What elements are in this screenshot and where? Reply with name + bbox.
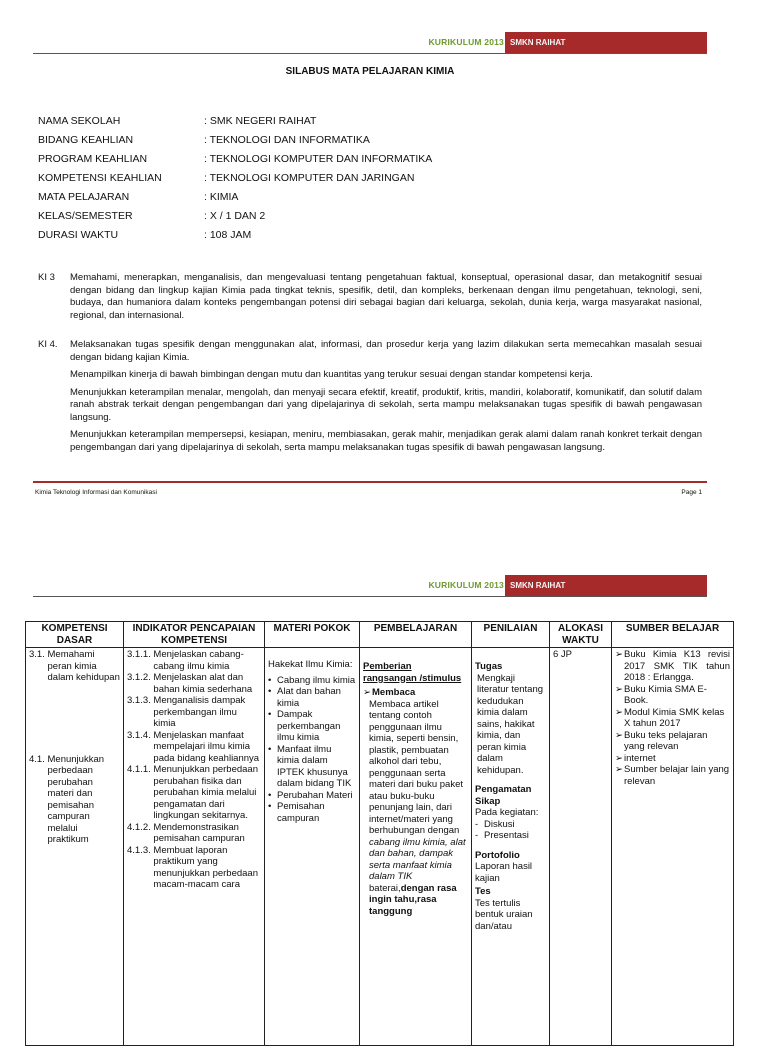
- ki3-code: KI 3: [38, 272, 55, 283]
- indikator-item: 4.1.2. Mendemonstrasikan pemisahan campuran: [127, 821, 245, 844]
- arrow-bullet-icon: ➢: [615, 729, 623, 741]
- school-info: [38, 115, 432, 248]
- info-row: BIDANG KEAHLIAN : TEKNOLOGI DAN INFORMATIKA: [38, 134, 370, 146]
- materi-item: • Perubahan Materi: [268, 789, 353, 801]
- footer-text: Kimia Teknologi Informasi dan Komunikasi: [35, 489, 157, 496]
- bullet-icon: •: [268, 789, 272, 801]
- col-alokasi: ALOKASI WAKTU: [550, 622, 612, 648]
- kurikulum-label: KURIKULUM 2013: [428, 37, 504, 47]
- pembelajaran-sub: ➢ Membaca: [363, 687, 416, 698]
- sumber-item: ➢ Buku Kimia K13 revisi 2017 SMK TIK tahun 2018 : Erlangga.: [615, 649, 730, 683]
- arrow-bullet-icon: ➢: [615, 649, 623, 660]
- arrow-bullet-icon: ➢: [615, 683, 623, 695]
- indikator-item: 4.1.1. Menunjukkan perbedaan perubahan fisika dan perubahan kimia melalui pengamatan dari lingkungan sekitarnya.: [127, 764, 259, 821]
- bullet-icon: •: [268, 743, 272, 755]
- col-pembelajaran: PEMBELAJARAN: [360, 622, 472, 648]
- info-row: KELAS/SEMESTER : X / 1 DAN 2: [38, 210, 266, 222]
- sikap-item: - Presentasi: [475, 830, 529, 841]
- syllabus-table: [25, 621, 734, 1046]
- materi-item: • Pemisahan campuran: [268, 801, 325, 824]
- tes-text: Tes tertulis bentuk uraian dan/atau: [475, 897, 533, 932]
- kd-item: 4.1. Menunjukkan perbedaan perubahan materi dan pemisahan campuran melalui praktikum: [29, 753, 105, 845]
- sumber-item: ➢ Buku Kimia SMA E-Book.: [615, 683, 707, 706]
- arrow-bullet-icon: ➢: [615, 706, 623, 718]
- school-tag: SMKN RAIHAT: [505, 575, 707, 596]
- table-row: [26, 648, 734, 1046]
- indikator-item: 3.1.4. Menjelaskan manfaat mempelajari ilmu kimia pada bidang keahliannya: [127, 729, 260, 764]
- kurikulum-label: KURIKULUM 2013: [428, 580, 504, 590]
- col-indikator: INDIKATOR PENCAPAIAN KOMPETENSI: [124, 622, 265, 648]
- materi-item: • Manfaat ilmu kimia dalam IPTEK khusunya dalam bidang TIK: [268, 743, 352, 789]
- portofolio-label: Portofolio: [475, 849, 520, 861]
- pembelajaran-text: Membaca artikel tentang contoh penggunaan ilmu kimia, seperti bensin, plastik, pembuatan alkohol dari tebu, penggunaan serta materi dari buku paket atau buku-buku penunjang lain, dari internet/materi yang berhubungan dengan cabang ilmu kimia, alat dan bahan, dampak serta manfaat kimia dalam TIK baterai,dengan rasa ingin tahu,rasa tanggung: [369, 698, 466, 917]
- portofolio-text: Laporan hasil kajian: [475, 861, 533, 884]
- sikap-label: Pengamatan Sikap: [475, 784, 532, 807]
- info-row: MATA PELAJARAN : KIMIA: [38, 191, 239, 203]
- sumber-item: ➢ internet: [615, 752, 656, 764]
- ki4-code: KI 4.: [38, 339, 58, 350]
- cell-penilaian: [472, 648, 550, 1046]
- indikator-item: 3.1.2. Menjelaskan alat dan bahan kimia sederhana: [127, 672, 253, 695]
- info-row: NAMA SEKOLAH : SMK NEGERI RAIHAT: [38, 115, 317, 127]
- materi-item: • Alat dan bahan kimia: [268, 686, 341, 709]
- tugas-text: Mengkaji literatur tentang kedudukan kimia dalam sains, hakikat kimia, dan peran kimia dalam kehidupan.: [477, 672, 544, 776]
- info-row: DURASI WAKTU : 108 JAM: [38, 229, 252, 241]
- tes-label: Tes: [475, 886, 491, 897]
- cell-indikator: [124, 648, 265, 1046]
- indikator-item: 4.1.3. Membuat laporan praktikum yang menunjukkan perbedaan macam-macam cara: [127, 844, 259, 890]
- bullet-icon: •: [268, 709, 272, 720]
- arrow-bullet-icon: ➢: [363, 687, 371, 698]
- col-kompetensi-dasar: KOMPETENSI DASAR: [26, 622, 124, 648]
- materi-item: • Cabang ilmu kimia: [268, 674, 356, 686]
- sikap-item: - Diskusi: [475, 818, 515, 830]
- ki4-text: Melaksanakan tugas spesifik dengan menggunakan alat, informasi, dan prosedur kerja yang lazim dilakukan serta memecahkan masalah sesuai dengan bidang kajian Kimia. Menampilkan kinerja di bawah bimbingan dengan mutu dan kuantitas yang terukur sesuai dengan standar kompetensi kerja. Menunjukkan keterampilan menalar, mengolah, dan menyaji secara efektif, kreatif, produktif, kritis, mandiri, kolaboratif, komunikatif, dan solutif dalam ranah abstrak terkait dengan pengembangan dari yang dipelajarinya di sekolah, serta mampu melaksanakan tugas spesifik di bawah pengawasan langsung. Menunjukkan keterampilan mempersepsi, kesiapan, meniru, membiasakan, gerak mahir, menjadikan gerak alami dalam ranah konkret terkait dengan pengembangan dari yang dipelajarinya di sekolah, serta mampu melaksanakan tugas spesifik di bawah pengawasan langsung.: [70, 339, 702, 453]
- bullet-icon: •: [268, 801, 272, 812]
- bullet-icon: •: [268, 674, 272, 686]
- kd-item: 3.1. Memahami peran kimia dalam kehidupan: [29, 649, 120, 683]
- arrow-bullet-icon: ➢: [615, 752, 623, 764]
- sumber-item: ➢ Sumber belajar lain yang relevan: [615, 764, 730, 787]
- cell-alokasi: 6 JP: [550, 648, 612, 1046]
- header-rule: [33, 53, 707, 54]
- page-header: [0, 575, 768, 597]
- sumber-item: ➢ Modul Kimia SMK kelas X tahun 2017: [615, 706, 725, 729]
- indikator-item: 3.1.3. Menganalisis dampak perkembangan ilmu kimia: [127, 695, 246, 729]
- col-materi: MATERI POKOK: [265, 622, 360, 648]
- cell-kd: [26, 648, 124, 1046]
- ki3-text: Memahami, menerapkan, menganalisis, dan mengevaluasi tentang pengetahuan faktual, konseptual, operasional dasar, dan metakognitif sesuai dengan bidang dan lingkup kajian Kimia pada tingkat teknis, spesifik, detil, dan kompleks, berkenaan dengan ilmu pengetahuan, teknologi, seni, budaya, dan humaniora dalam konteks pengembangan potensi diri sebagai bagian dari keluarga, sekolah, dunia kerja, warga masyarakat nasional, regional, dan internasional.: [70, 272, 702, 321]
- footer-rule: [33, 481, 707, 483]
- tugas-label: Tugas: [475, 661, 503, 672]
- materi-item: • Dampak perkembangan ilmu kimia: [268, 709, 341, 743]
- col-penilaian: PENILAIAN: [472, 622, 550, 648]
- info-row: KOMPETENSI KEAHLIAN : TEKNOLOGI KOMPUTER DAN JARINGAN: [38, 172, 415, 184]
- indikator-item: 3.1.1. Menjelaskan cabang-cabang ilmu kimia: [127, 649, 244, 672]
- table-header-row: [26, 622, 734, 648]
- bullet-icon: •: [268, 686, 272, 697]
- cell-materi: [265, 648, 360, 1046]
- page-header: [0, 32, 768, 54]
- sumber-item: ➢ Buku teks pelajaran yang relevan: [615, 729, 708, 752]
- cell-sumber: [612, 648, 734, 1046]
- page-title: SILABUS MATA PELAJARAN KIMIA: [285, 66, 455, 77]
- cell-pembelajaran: [360, 648, 472, 1046]
- info-row: PROGRAM KEAHLIAN : TEKNOLOGI KOMPUTER DAN INFORMATIKA: [38, 153, 433, 165]
- page-number: Page 1: [681, 489, 702, 496]
- col-sumber: SUMBER BELAJAR: [612, 622, 734, 648]
- pembelajaran-heading: Pemberian rangsangan /stimulus: [363, 661, 462, 684]
- sikap-intro: Pada kegiatan:: [475, 807, 539, 818]
- arrow-bullet-icon: ➢: [615, 764, 623, 775]
- header-rule: [33, 596, 707, 597]
- materi-intro: Hakekat Ilmu Kimia:: [268, 659, 353, 670]
- school-tag: SMKN RAIHAT: [505, 32, 707, 53]
